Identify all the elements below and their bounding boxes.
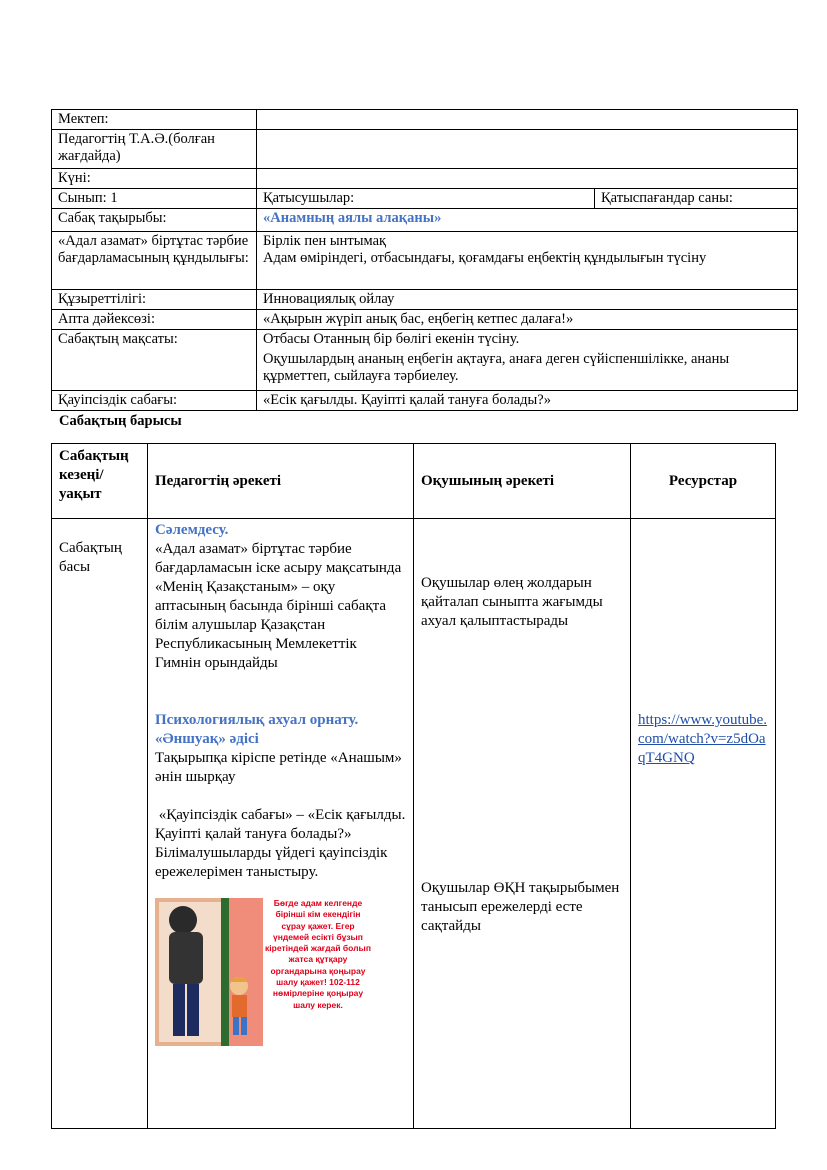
header-resources: Ресурстар <box>631 444 776 519</box>
student-text-2: Оқушылар ӨҚН тақырыбымен танысып ережелерді есте сақтайды <box>421 880 620 934</box>
topic-value: «Анамның аялы алақаны» <box>257 209 798 232</box>
psych-text: Тақырыпқа кіріспе ретінде «Анашым» әнін шырқау <box>155 750 402 785</box>
safety-poster-caption: Бөгде адам келгенде бірінші кім екендігін сұрау қажет. Егер үндемей есікті бұзып кіретіндей жағдай болып жатса құтқару органдарына қоңырау шалу қажет! 102-112 нөмірлеріне қоңырау шалу керек. <box>265 898 371 1010</box>
lesson-info-table <box>51 109 798 411</box>
header-stage: Сабақтың кезеңі/ уақыт <box>52 444 148 519</box>
safety-value: «Есік қағылды. Қауіпті қалай тануға болады?» <box>257 391 798 411</box>
absent-label: Қатыспағандар саны: <box>595 189 798 209</box>
program-value-line-2: Адам өміріндегі, отбасындағы, қоғамдағы еңбектің құндылығын түсіну <box>263 250 707 266</box>
topic-label: Сабақ тақырыбы: <box>52 209 257 232</box>
stage-cell <box>52 519 148 1129</box>
motto-label: Апта дәйексөзі: <box>52 310 257 330</box>
goal-value <box>257 330 798 391</box>
program-value <box>257 232 798 290</box>
header-student: Оқушының әрекеті <box>414 444 631 519</box>
youtube-link[interactable]: https://www.youtube.com/watch?v=z5dOaqT4GNQ <box>638 712 768 766</box>
safety-lesson-text: «Қауіпсіздік сабағы» – «Есік қағылды. Қауіпті қалай тануға болады?» Білімалушыларды үйдегі қауіпсіздік ережелерімен таныстыру. <box>155 807 410 880</box>
safety-poster <box>155 898 371 1048</box>
teacher-action-cell <box>148 519 414 1129</box>
greeting-title: Сәлемдесу. <box>155 522 229 538</box>
student-action-cell <box>414 519 631 1129</box>
motto-value: «Ақырын жүріп анық бас, еңбегің кетпес далаға!» <box>257 310 798 330</box>
greeting-text: «Адал азамат» біртұтас тәрбие бағдарламасын іске асыру мақсатында «Менің Қазақстаным» – оқу аптасының басында бірінші сабақта білім алушылар Қазақстан Республикасының Мемлекеттік Гимнін орындайды <box>155 541 402 671</box>
program-label: «Адал азамат» біртұтас тәрбие бағдарламасының құндылығы: <box>52 232 257 290</box>
stranger-at-door-picture <box>155 898 263 1046</box>
date-label: Күні: <box>52 169 257 189</box>
psych-method: «Әншуақ» әдісі <box>155 731 259 747</box>
school-label: Мектеп: <box>52 110 257 130</box>
psych-title: Психологиялық ахуал орнату. <box>155 712 359 728</box>
lesson-flow-heading: Сабақтың барысы <box>59 413 182 429</box>
safety-label: Қауіпсіздік сабағы: <box>52 391 257 411</box>
present-label: Қатысушылар: <box>257 189 595 209</box>
grade-label: Сынып: 1 <box>52 189 257 209</box>
teacher-label: Педагогтің Т.А.Ә.(болған жағдайда) <box>52 130 257 169</box>
header-teacher: Педагогтің әрекеті <box>148 444 414 519</box>
goal-value-line-2: Оқушылардың ананың еңбегін ақтауға, анаға деген сүйіспеншілікке, ананы құрметтеп, сыйлауға тәрбиелеу. <box>263 351 730 384</box>
student-text-1: Оқушылар өлең жолдарын қайталап сыныпта жағымды ахуал қалыптастырады <box>421 575 603 629</box>
teacher-value <box>257 130 798 169</box>
date-value <box>257 169 798 189</box>
program-value-line-1: Бірлік пен ынтымақ <box>263 233 387 249</box>
competence-value: Инновациялық ойлау <box>257 290 798 310</box>
goal-label: Сабақтың мақсаты: <box>52 330 257 391</box>
competence-label: Құзыреттілігі: <box>52 290 257 310</box>
school-value <box>257 110 798 130</box>
resources-cell <box>631 519 776 1129</box>
stage-text: Сабақтың басы <box>59 540 122 575</box>
goal-value-line-1: Отбасы Отанның бір бөлігі екенін түсіну. <box>263 331 520 347</box>
lesson-flow-table <box>51 443 776 1129</box>
